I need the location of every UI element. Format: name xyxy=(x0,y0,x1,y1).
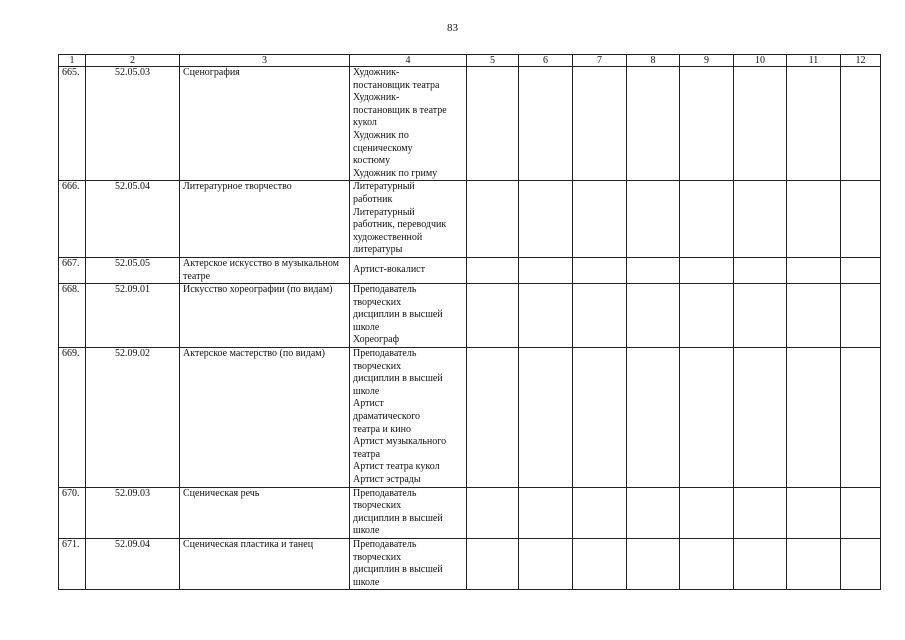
column-header: 4 xyxy=(350,55,467,67)
empty-cell-col-9 xyxy=(680,181,734,258)
table-row xyxy=(59,181,881,258)
professions-cell xyxy=(350,257,467,283)
profession-line: школе xyxy=(353,321,380,333)
page-number: 83 xyxy=(447,22,458,34)
empty-cell-col-8 xyxy=(627,181,680,258)
empty-cell-col-5 xyxy=(467,538,519,589)
profession-line: работник, переводчик xyxy=(353,219,447,231)
profession-line: дисциплин в высшей xyxy=(353,512,443,524)
specialty-code: 52.05.05 xyxy=(86,257,180,283)
column-header: 12 xyxy=(841,55,881,67)
profession-line: Артист xyxy=(353,398,384,410)
column-header: 10 xyxy=(734,55,787,67)
empty-cell-col-8 xyxy=(627,67,680,181)
professions-cell xyxy=(350,487,467,538)
profession-line: постановщик театра xyxy=(353,79,440,91)
empty-cell-col-6 xyxy=(519,181,573,258)
empty-cell-col-9 xyxy=(680,257,734,283)
empty-cell-col-9 xyxy=(680,348,734,488)
specialty-code: 52.09.01 xyxy=(86,284,180,348)
profession-line: театра и кино xyxy=(353,423,411,435)
empty-cell-col-8 xyxy=(627,284,680,348)
column-number-row xyxy=(59,55,881,67)
profession-line: работник xyxy=(353,193,393,205)
empty-cell-col-9 xyxy=(680,67,734,181)
profession-line: костюму xyxy=(353,155,391,167)
column-header: 11 xyxy=(787,55,841,67)
profession-line: театра xyxy=(353,448,381,460)
specialty-name: Сценическая пластика и танец xyxy=(180,538,350,589)
profession-line: дисциплин в высшей xyxy=(353,564,443,576)
profession-line: сценическому xyxy=(353,142,413,154)
empty-cell-col-7 xyxy=(573,538,627,589)
empty-cell-col-7 xyxy=(573,67,627,181)
profession-line: школе xyxy=(353,385,380,397)
profession-line: творческих xyxy=(353,551,402,563)
professions-cell xyxy=(350,284,467,348)
empty-cell-col-12 xyxy=(841,67,881,181)
empty-cell-col-6 xyxy=(519,487,573,538)
empty-cell-col-7 xyxy=(573,284,627,348)
profession-line: Художник по гриму xyxy=(353,167,438,179)
empty-cell-col-12 xyxy=(841,257,881,283)
column-header: 1 xyxy=(59,55,86,67)
empty-cell-col-6 xyxy=(519,348,573,488)
profession-line: Художник по xyxy=(353,129,409,141)
specialty-name: Сценография xyxy=(180,67,350,181)
profession-line: Преподаватель xyxy=(353,348,417,360)
professions-cell xyxy=(350,67,467,181)
row-number: 665. xyxy=(59,67,86,181)
column-header: 3 xyxy=(180,55,350,67)
profession-line: Литературный xyxy=(353,181,415,193)
empty-cell-col-8 xyxy=(627,257,680,283)
profession-line: литературы xyxy=(353,244,403,256)
profession-line: Хореограф xyxy=(353,334,400,346)
empty-cell-col-11 xyxy=(787,284,841,348)
empty-cell-col-8 xyxy=(627,487,680,538)
profession-line: Преподаватель xyxy=(353,284,417,296)
table-body xyxy=(59,67,881,590)
empty-cell-col-6 xyxy=(519,257,573,283)
row-number: 667. xyxy=(59,257,86,283)
empty-cell-col-12 xyxy=(841,284,881,348)
empty-cell-col-7 xyxy=(573,257,627,283)
professions-cell xyxy=(350,348,467,488)
empty-cell-col-5 xyxy=(467,181,519,258)
column-header: 9 xyxy=(680,55,734,67)
empty-cell-col-8 xyxy=(627,538,680,589)
specialty-name: Актерское искусство в музыкальном театре xyxy=(180,257,350,283)
row-number: 671. xyxy=(59,538,86,589)
column-header: 8 xyxy=(627,55,680,67)
column-header: 6 xyxy=(519,55,573,67)
empty-cell-col-11 xyxy=(787,538,841,589)
empty-cell-col-5 xyxy=(467,348,519,488)
profession-line: творческих xyxy=(353,296,402,308)
specialty-name: Актерское мастерство (по видам) xyxy=(180,348,350,488)
profession-line: творческих xyxy=(353,500,402,512)
empty-cell-col-10 xyxy=(734,487,787,538)
empty-cell-col-10 xyxy=(734,67,787,181)
empty-cell-col-12 xyxy=(841,538,881,589)
specialties-table xyxy=(58,54,881,590)
row-number: 669. xyxy=(59,348,86,488)
table-row xyxy=(59,487,881,538)
empty-cell-col-12 xyxy=(841,348,881,488)
column-header: 7 xyxy=(573,55,627,67)
empty-cell-col-10 xyxy=(734,284,787,348)
profession-line: Литературный xyxy=(353,206,415,218)
specialty-name: Литературное творчество xyxy=(180,181,350,258)
empty-cell-col-11 xyxy=(787,348,841,488)
empty-cell-col-11 xyxy=(787,67,841,181)
specialty-code: 52.05.04 xyxy=(86,181,180,258)
empty-cell-col-5 xyxy=(467,257,519,283)
row-number: 668. xyxy=(59,284,86,348)
profession-line: школе xyxy=(353,576,380,588)
empty-cell-col-9 xyxy=(680,538,734,589)
empty-cell-col-10 xyxy=(734,538,787,589)
empty-cell-col-5 xyxy=(467,67,519,181)
profession-line: Преподаватель xyxy=(353,538,417,550)
empty-cell-col-9 xyxy=(680,487,734,538)
table-row xyxy=(59,257,881,283)
empty-cell-col-12 xyxy=(841,181,881,258)
profession-line: кукол xyxy=(353,117,377,129)
specialty-code: 52.09.02 xyxy=(86,348,180,488)
empty-cell-col-6 xyxy=(519,284,573,348)
empty-cell-col-5 xyxy=(467,487,519,538)
empty-cell-col-9 xyxy=(680,284,734,348)
empty-cell-col-5 xyxy=(467,284,519,348)
empty-cell-col-8 xyxy=(627,348,680,488)
table-row xyxy=(59,538,881,589)
profession-line: Артист эстрады xyxy=(353,474,421,485)
profession-line: творческих xyxy=(353,360,402,372)
profession-line: школе xyxy=(353,525,380,537)
profession-line: Преподаватель xyxy=(353,487,417,499)
empty-cell-col-10 xyxy=(734,257,787,283)
profession-line: постановщик в театре xyxy=(353,104,447,116)
specialty-code: 52.05.03 xyxy=(86,67,180,181)
column-header: 5 xyxy=(467,55,519,67)
profession-line: драматического xyxy=(353,411,421,423)
profession-line: Артист музыкального xyxy=(353,436,447,448)
profession-line: дисциплин в высшей xyxy=(353,309,443,321)
profession-line: дисциплин в высшей xyxy=(353,373,443,385)
specialty-name: Искусство хореографии (по видам) xyxy=(180,284,350,348)
empty-cell-col-7 xyxy=(573,487,627,538)
table-row xyxy=(59,67,881,181)
empty-cell-col-12 xyxy=(841,487,881,538)
row-number: 666. xyxy=(59,181,86,258)
profession-line: художественной xyxy=(353,231,423,243)
table-row xyxy=(59,284,881,348)
profession-line: Художник- xyxy=(353,92,400,104)
empty-cell-col-6 xyxy=(519,67,573,181)
column-header: 2 xyxy=(86,55,180,67)
empty-cell-col-10 xyxy=(734,181,787,258)
specialty-code: 52.09.03 xyxy=(86,487,180,538)
empty-cell-col-11 xyxy=(787,487,841,538)
empty-cell-col-11 xyxy=(787,181,841,258)
empty-cell-col-7 xyxy=(573,181,627,258)
empty-cell-col-7 xyxy=(573,348,627,488)
row-number: 670. xyxy=(59,487,86,538)
professions-cell xyxy=(350,538,467,589)
specialty-code: 52.09.04 xyxy=(86,538,180,589)
table-row xyxy=(59,348,881,488)
empty-cell-col-11 xyxy=(787,257,841,283)
profession-line: Артист-вокалист xyxy=(353,264,425,276)
profession-line: Художник- xyxy=(353,67,400,78)
empty-cell-col-6 xyxy=(519,538,573,589)
professions-cell xyxy=(350,181,467,258)
specialty-name: Сценическая речь xyxy=(180,487,350,538)
profession-line: Артист театра кукол xyxy=(353,461,440,473)
empty-cell-col-10 xyxy=(734,348,787,488)
